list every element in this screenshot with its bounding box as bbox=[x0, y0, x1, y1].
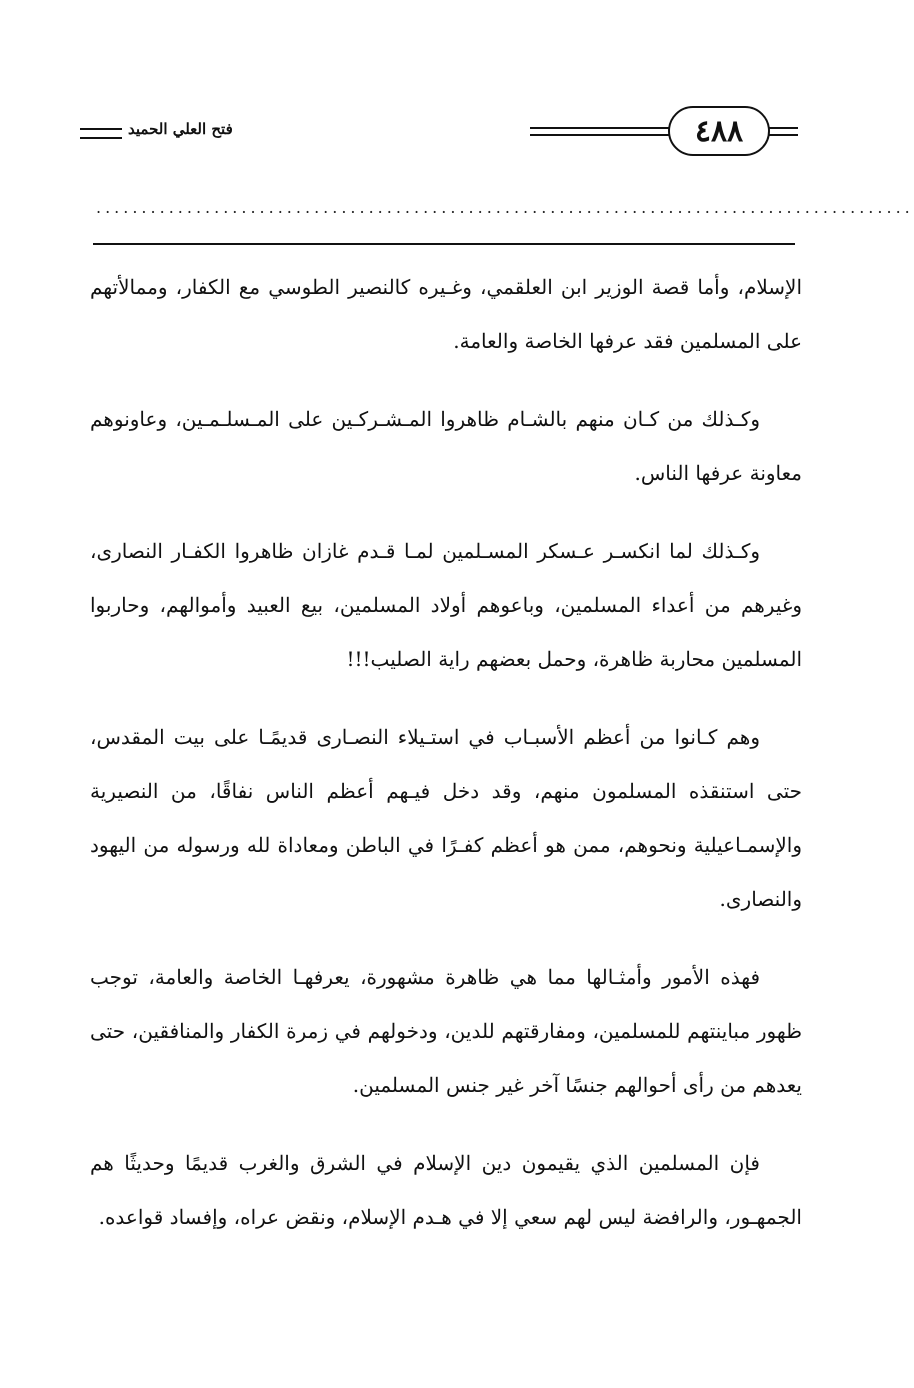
page-number-frame bbox=[668, 106, 770, 156]
title-ornament-lines bbox=[80, 128, 122, 139]
body-text bbox=[90, 260, 802, 1268]
paragraph-1: الإسلام، وأما قصة الوزير ابن العلقمي، وغـيره كالنصير الطوسي مع الكفار، وممالأتهم على المسلمين فقد عرفها الخاصة والعامة. bbox=[90, 275, 802, 353]
footnote-separator-rule bbox=[93, 243, 795, 245]
page-number: ٤٨٨ bbox=[694, 113, 744, 149]
paragraph-5: فهذه الأمور وأمثـالها مما هي ظاهرة مشهورة، يعرفهـا الخاصة والعامة، توجب ظهور مباينتهم للمسلمين، ومفارقتهم للدين، ودخولهم في زمرة الكفار والمنافقين، حتى يعدهم من رأى أحوالهم جنسًا آخر غير جنس المسلمين. bbox=[90, 965, 802, 1097]
paragraph-4: وهم كـانوا من أعظم الأسبـاب في استـيلاء النصـارى قديمًـا على بيت المقدس، حتى استنقذه المسلمون منهم، وقد دخل فيـهم أعظم الناس نفاقًا، من النصيرية والإسمـاعيلية ونحوهم، ممن هو أعظم كفـرًا في الباطن ومعاداة لله ورسوله من اليهود والنصارى. bbox=[90, 725, 802, 911]
footnote-dotted-line: .......................................................................................... bbox=[96, 198, 914, 217]
paragraph-2: وكـذلك من كـان منهم بالشـام ظاهروا المـشـركـين على المـسلـمـين، وعاونوهم معاونة عرفها الناس. bbox=[90, 407, 802, 485]
book-title: فتح العلي الحميد bbox=[128, 120, 233, 138]
paragraph-6: فإن المسلمين الذي يقيمون دين الإسلام في الشرق والغرب قديمًا وحديثًا هم الجمهـور، والرافضة ليس لهم سعي إلا في هـدم الإسلام، ونقض عراه، وإفساد قواعده. bbox=[90, 1151, 802, 1229]
header-rule-left bbox=[530, 127, 670, 136]
header-rule-right bbox=[768, 127, 798, 136]
paragraph-3: وكـذلك لما انكسـر عـسكر المسـلمين لمـا قـدم غازان ظاهروا الكفـار النصارى، وغيرهم من أعداء المسلمين، وباعوهم أولاد المسلمين، بيع العبيد وأموالهم، وحاربوا المسلمين محاربة ظاهرة، وحمل بعضهم راية الصليب!!! bbox=[90, 539, 802, 671]
page-header bbox=[80, 100, 800, 160]
